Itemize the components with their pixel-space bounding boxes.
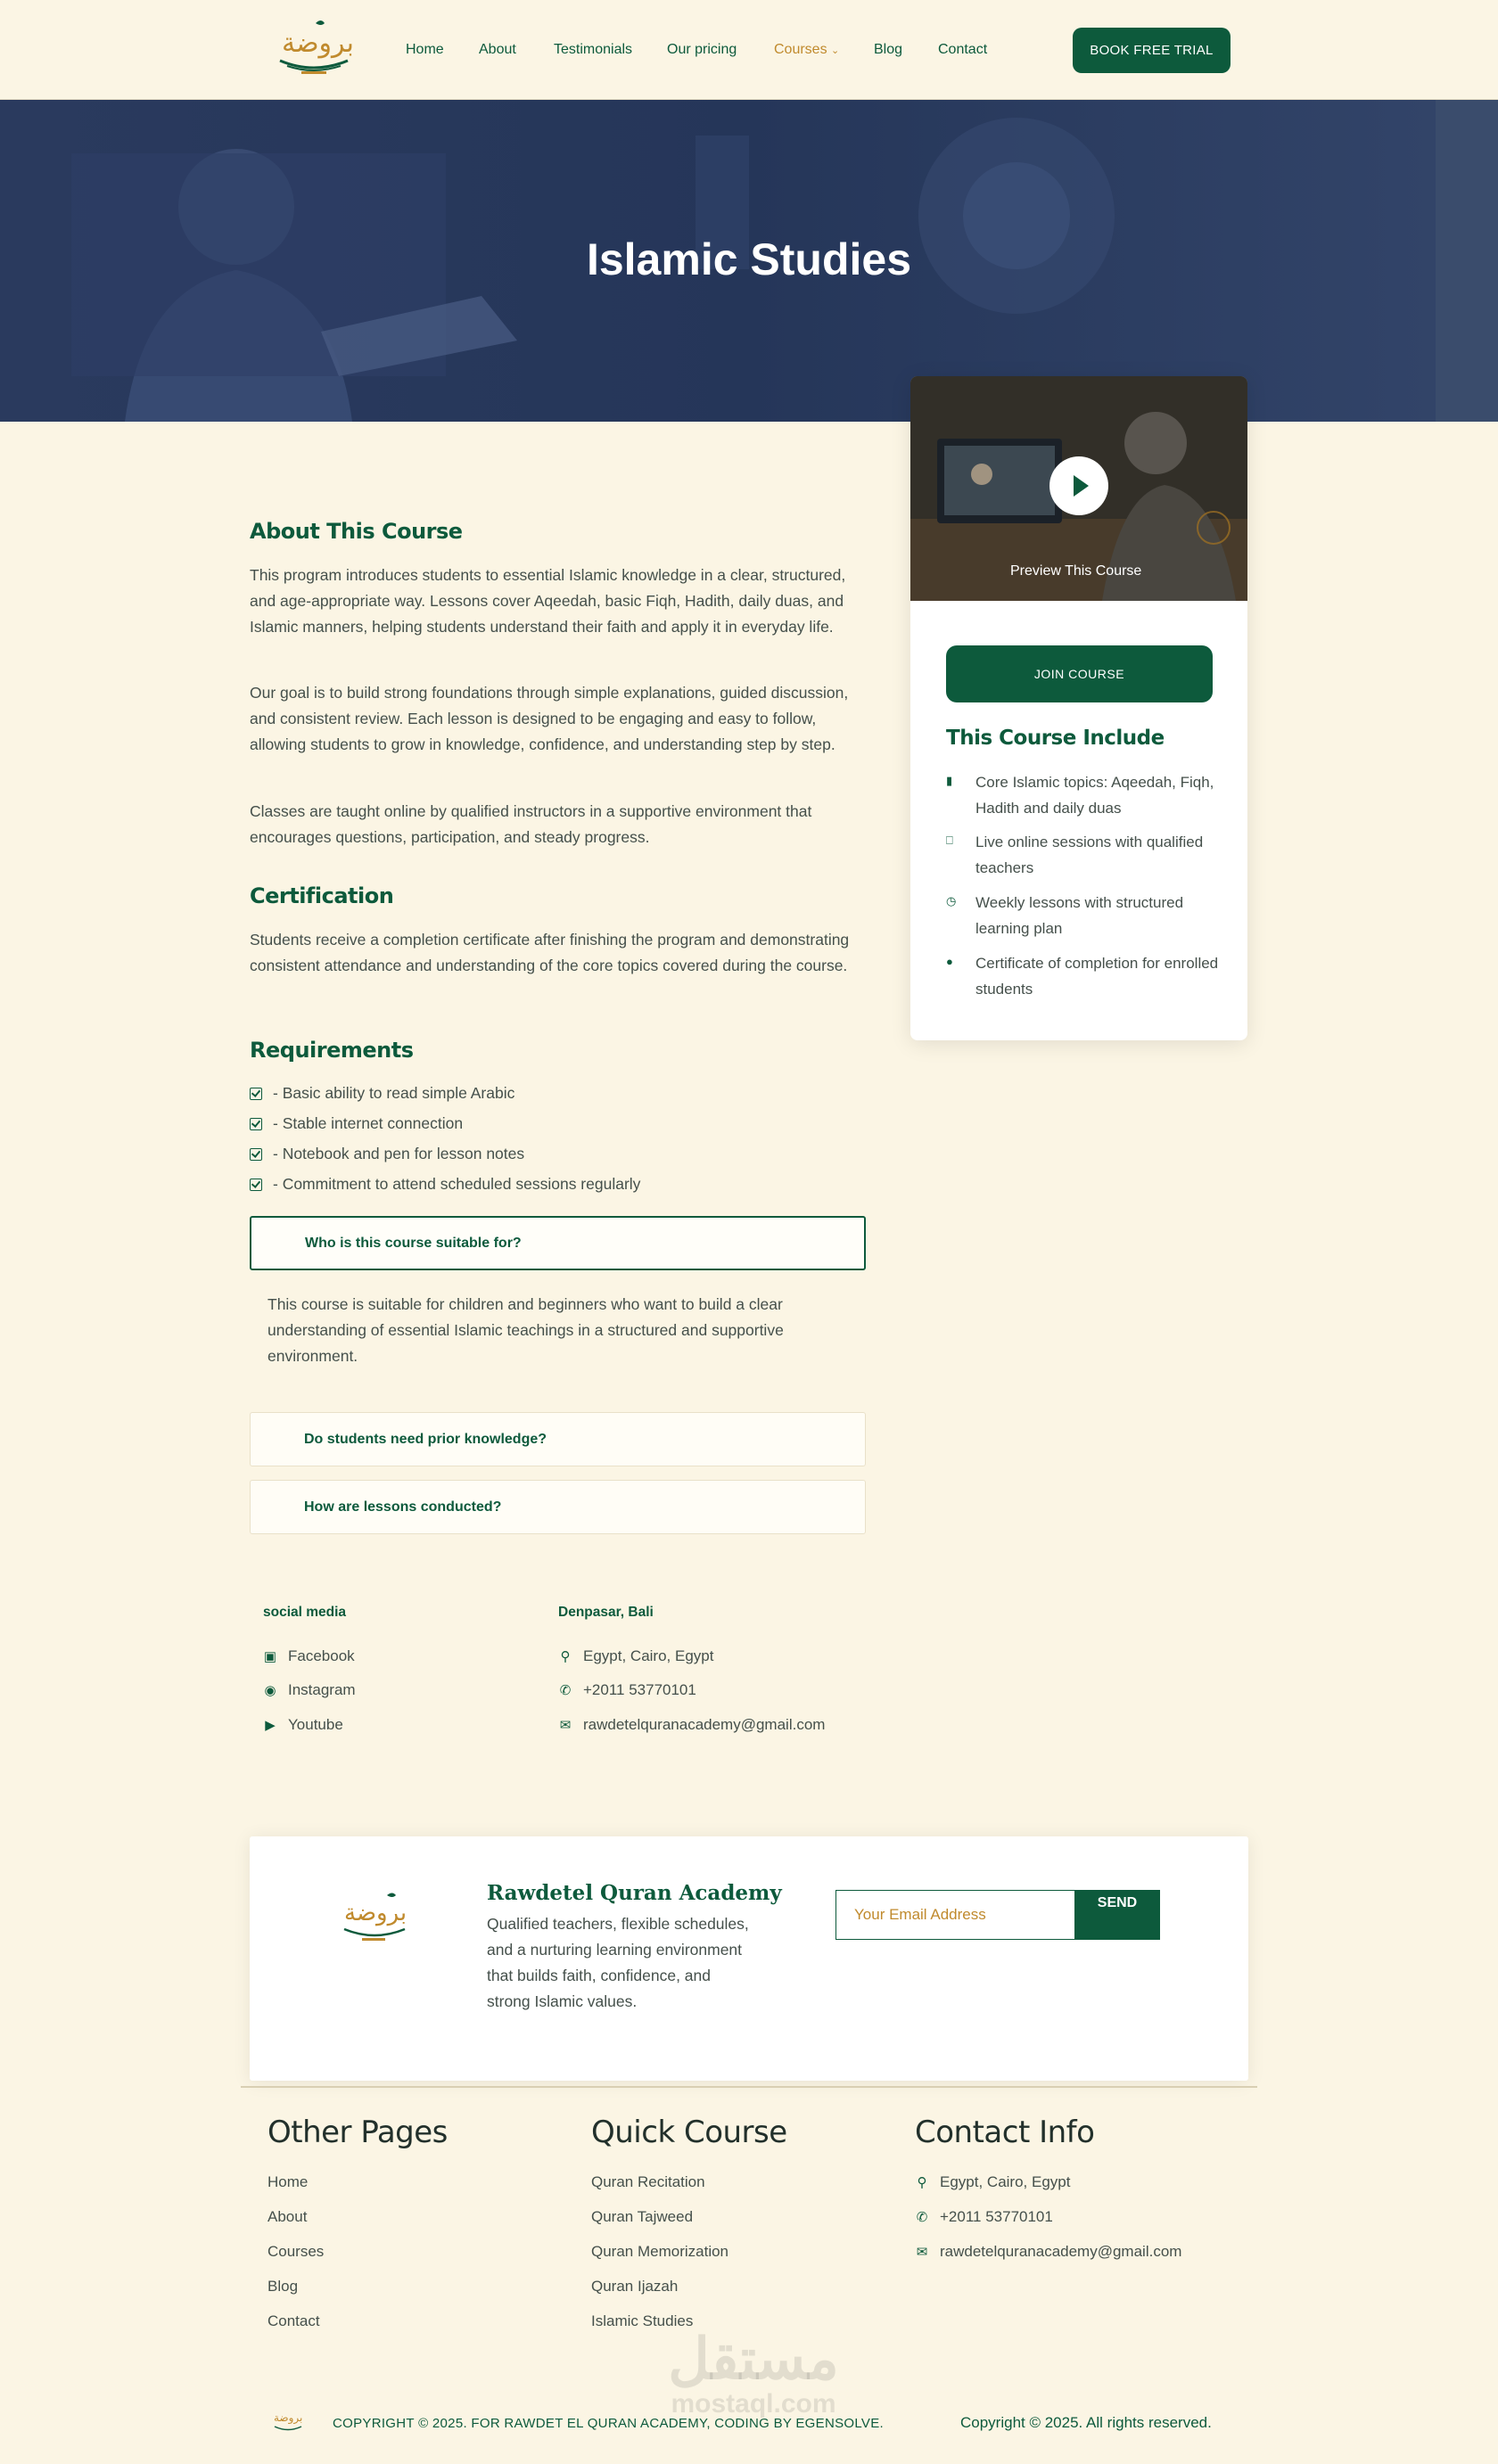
- envelope-icon: ✉: [559, 1718, 572, 1733]
- about-heading: About This Course: [250, 519, 463, 544]
- certification-heading: Certification: [250, 883, 394, 908]
- newsletter-text: Qualified teachers, flexible schedules, and a nurturing learning environment that builds faith, confidence, and strong Islamic values.: [487, 1915, 749, 2010]
- social-label: Youtube: [288, 1716, 343, 1733]
- about-paragraph-2: Our goal is to build strong foundations through simple explanations, guided discussion, and consistent review. Each lesson is designed to be engaging and easy to follow, allowing students to grow in knowledge, confidence, and understanding step by step.: [250, 684, 849, 753]
- email-input[interactable]: Your Email Address: [835, 1890, 1076, 1940]
- requirement-item: [250, 1114, 463, 1133]
- social-label: Instagram: [288, 1681, 356, 1698]
- copyright-right: Copyright © 2025. All rights reserved.: [960, 2414, 1212, 2431]
- footer-address: [915, 2173, 1070, 2191]
- envelope-icon: ✉: [916, 2245, 928, 2260]
- footer-course-memorization[interactable]: Quran Memorization: [591, 2243, 729, 2260]
- footer-link-about[interactable]: About: [268, 2208, 308, 2225]
- contact-address: [558, 1647, 713, 1665]
- social-youtube[interactable]: [263, 1716, 343, 1734]
- footer-link-home[interactable]: Home: [268, 2173, 309, 2190]
- svg-text:بروضة: بروضة: [344, 1900, 407, 1926]
- nav-courses-label: Courses: [774, 42, 827, 57]
- footer-course-recitation[interactable]: Quran Recitation: [591, 2173, 705, 2190]
- requirement-item: [250, 1084, 514, 1103]
- footer-email[interactable]: [915, 2243, 1181, 2261]
- nav-contact[interactable]: Contact: [938, 42, 988, 57]
- social-label: Facebook: [288, 1647, 355, 1664]
- include-item: [946, 769, 1222, 821]
- nav-courses[interactable]: [774, 42, 839, 58]
- include-item: [946, 950, 1222, 1002]
- email-text: rawdetelquranacademy@gmail.com: [940, 2243, 1182, 2260]
- facebook-icon: ▣: [263, 1649, 277, 1664]
- mostaql-watermark: مستقل mostaql.com: [668, 2327, 839, 2419]
- newsletter-box: [250, 1836, 1248, 2081]
- checkbox-icon: [250, 1118, 262, 1130]
- chevron-down-icon: ⌄: [831, 45, 840, 56]
- site-header: [0, 0, 1498, 100]
- footer-course-ijazah[interactable]: Quran Ijazah: [591, 2278, 679, 2295]
- include-item: [946, 890, 1222, 941]
- faq-item-lessons-conducted[interactable]: [250, 1480, 866, 1534]
- contact-email[interactable]: [558, 1716, 825, 1734]
- preview-label: Preview This Course: [1010, 563, 1142, 579]
- requirement-item: [250, 1145, 524, 1163]
- address-text: Egypt, Cairo, Egypt: [940, 2173, 1071, 2190]
- book-icon: ▮: [946, 774, 953, 787]
- circle-icon: ●: [946, 955, 953, 968]
- svg-text:بروضة: بروضة: [282, 28, 353, 59]
- email-text: rawdetelquranacademy@gmail.com: [583, 1716, 826, 1733]
- include-text: Core Islamic topics: Aqeedah, Fiqh, Hadith and daily duas: [975, 774, 1214, 817]
- checkbox-icon: [250, 1148, 262, 1161]
- footer-logo: [272, 2407, 304, 2437]
- laptop-icon: ⎕: [946, 834, 953, 847]
- requirement-item: [250, 1175, 640, 1194]
- footer-course-islamic-studies[interactable]: Islamic Studies: [591, 2312, 694, 2329]
- phone-icon: ✆: [916, 2210, 928, 2225]
- play-icon[interactable]: [1049, 456, 1108, 515]
- faq-answer: This course is suitable for children and beginners who want to build a clear understanding of essential Islamic teachings in a structured and supportive environment.: [268, 1295, 784, 1365]
- social-instagram[interactable]: [263, 1681, 356, 1699]
- faq-question: Who is this course suitable for?: [305, 1235, 522, 1251]
- social-media-heading: social media: [263, 1605, 347, 1620]
- youtube-icon: ▶: [265, 1718, 276, 1733]
- contact-info-heading: Contact Info: [915, 2115, 1095, 2150]
- requirement-text: - Commitment to attend scheduled sessions regularly: [273, 1175, 641, 1193]
- quick-course-heading: Quick Course: [591, 2115, 787, 2150]
- social-facebook[interactable]: [263, 1647, 355, 1665]
- location-heading: Denpasar, Bali: [558, 1605, 654, 1620]
- requirements-heading: Requirements: [250, 1038, 414, 1063]
- instagram-icon: ◉: [264, 1683, 276, 1698]
- other-pages-heading: Other Pages: [268, 2115, 448, 2150]
- course-include-heading: This Course Include: [946, 727, 1165, 750]
- copyright-left: COPYRIGHT © 2025. FOR RAWDET EL QURAN ACADEMY, CODING BY EGENSOLVE.: [333, 2416, 884, 2431]
- footer-link-contact[interactable]: Contact: [268, 2312, 320, 2329]
- page-title: Islamic Studies: [586, 234, 912, 284]
- faq-item-prior-knowledge[interactable]: [250, 1412, 866, 1466]
- map-pin-icon: ⚲: [560, 1649, 571, 1664]
- join-course-button[interactable]: JOIN COURSE: [946, 645, 1213, 702]
- checkbox-icon: [250, 1088, 262, 1100]
- clock-icon: ◷: [946, 894, 957, 908]
- footer-phone[interactable]: [915, 2208, 1053, 2226]
- phone-text: +2011 53770101: [940, 2208, 1053, 2225]
- include-item: [946, 829, 1222, 881]
- nav-blog[interactable]: Blog: [874, 42, 903, 57]
- faq-item-suitable[interactable]: [250, 1216, 866, 1270]
- send-button[interactable]: SEND: [1074, 1890, 1160, 1940]
- nav-about[interactable]: About: [479, 42, 516, 57]
- phone-icon: ✆: [559, 1683, 572, 1698]
- nav-pricing[interactable]: Our pricing: [667, 42, 737, 57]
- footer-course-tajweed[interactable]: Quran Tajweed: [591, 2208, 694, 2225]
- newsletter-title: Rawdetel Quran Academy: [487, 1881, 782, 1905]
- include-text: Weekly lessons with structured learning plan: [975, 894, 1184, 937]
- contact-phone[interactable]: [558, 1681, 696, 1699]
- svg-text:بروضة: بروضة: [274, 2411, 303, 2424]
- book-free-trial-button[interactable]: BOOK FREE TRIAL: [1073, 28, 1230, 73]
- faq-question: How are lessons conducted?: [304, 1499, 502, 1515]
- include-text: Certificate of completion for enrolled students: [975, 955, 1219, 998]
- academy-logo[interactable]: [275, 16, 353, 86]
- requirement-text: - Stable internet connection: [273, 1114, 464, 1132]
- nav-home[interactable]: Home: [406, 42, 444, 57]
- footer-divider: [241, 2086, 1257, 2088]
- course-preview-video[interactable]: [910, 376, 1247, 601]
- footer-link-courses[interactable]: Courses: [268, 2243, 325, 2260]
- footer-link-blog[interactable]: Blog: [268, 2278, 299, 2295]
- requirement-text: - Basic ability to read simple Arabic: [273, 1084, 515, 1102]
- requirement-text: - Notebook and pen for lesson notes: [273, 1145, 525, 1162]
- map-pin-icon: ⚲: [917, 2175, 927, 2190]
- phone-text: +2011 53770101: [583, 1681, 696, 1698]
- academy-logo: [339, 1890, 410, 1952]
- certification-text: Students receive a completion certificate after finishing the program and demonstrating consistent attendance and understanding of the core topics covered during the course.: [250, 931, 850, 974]
- checkbox-icon: [250, 1179, 262, 1191]
- course-sidebar-card: [910, 376, 1247, 1040]
- about-paragraph-1: This program introduces students to essential Islamic knowledge in a clear, structured, and age-appropriate way. Lessons cover Aqeedah, basic Fiqh, Hadith, daily duas, and Islamic manners, helping students understand their faith and apply it in everyday life.: [250, 566, 846, 636]
- nav-testimonials[interactable]: Testimonials: [554, 42, 633, 57]
- include-text: Live online sessions with qualified teachers: [975, 834, 1204, 876]
- faq-question: Do students need prior knowledge?: [304, 1431, 547, 1447]
- address-text: Egypt, Cairo, Egypt: [583, 1647, 714, 1664]
- about-paragraph-3: Classes are taught online by qualified instructors in a supportive environment that encourages questions, participation, and steady progress.: [250, 802, 812, 846]
